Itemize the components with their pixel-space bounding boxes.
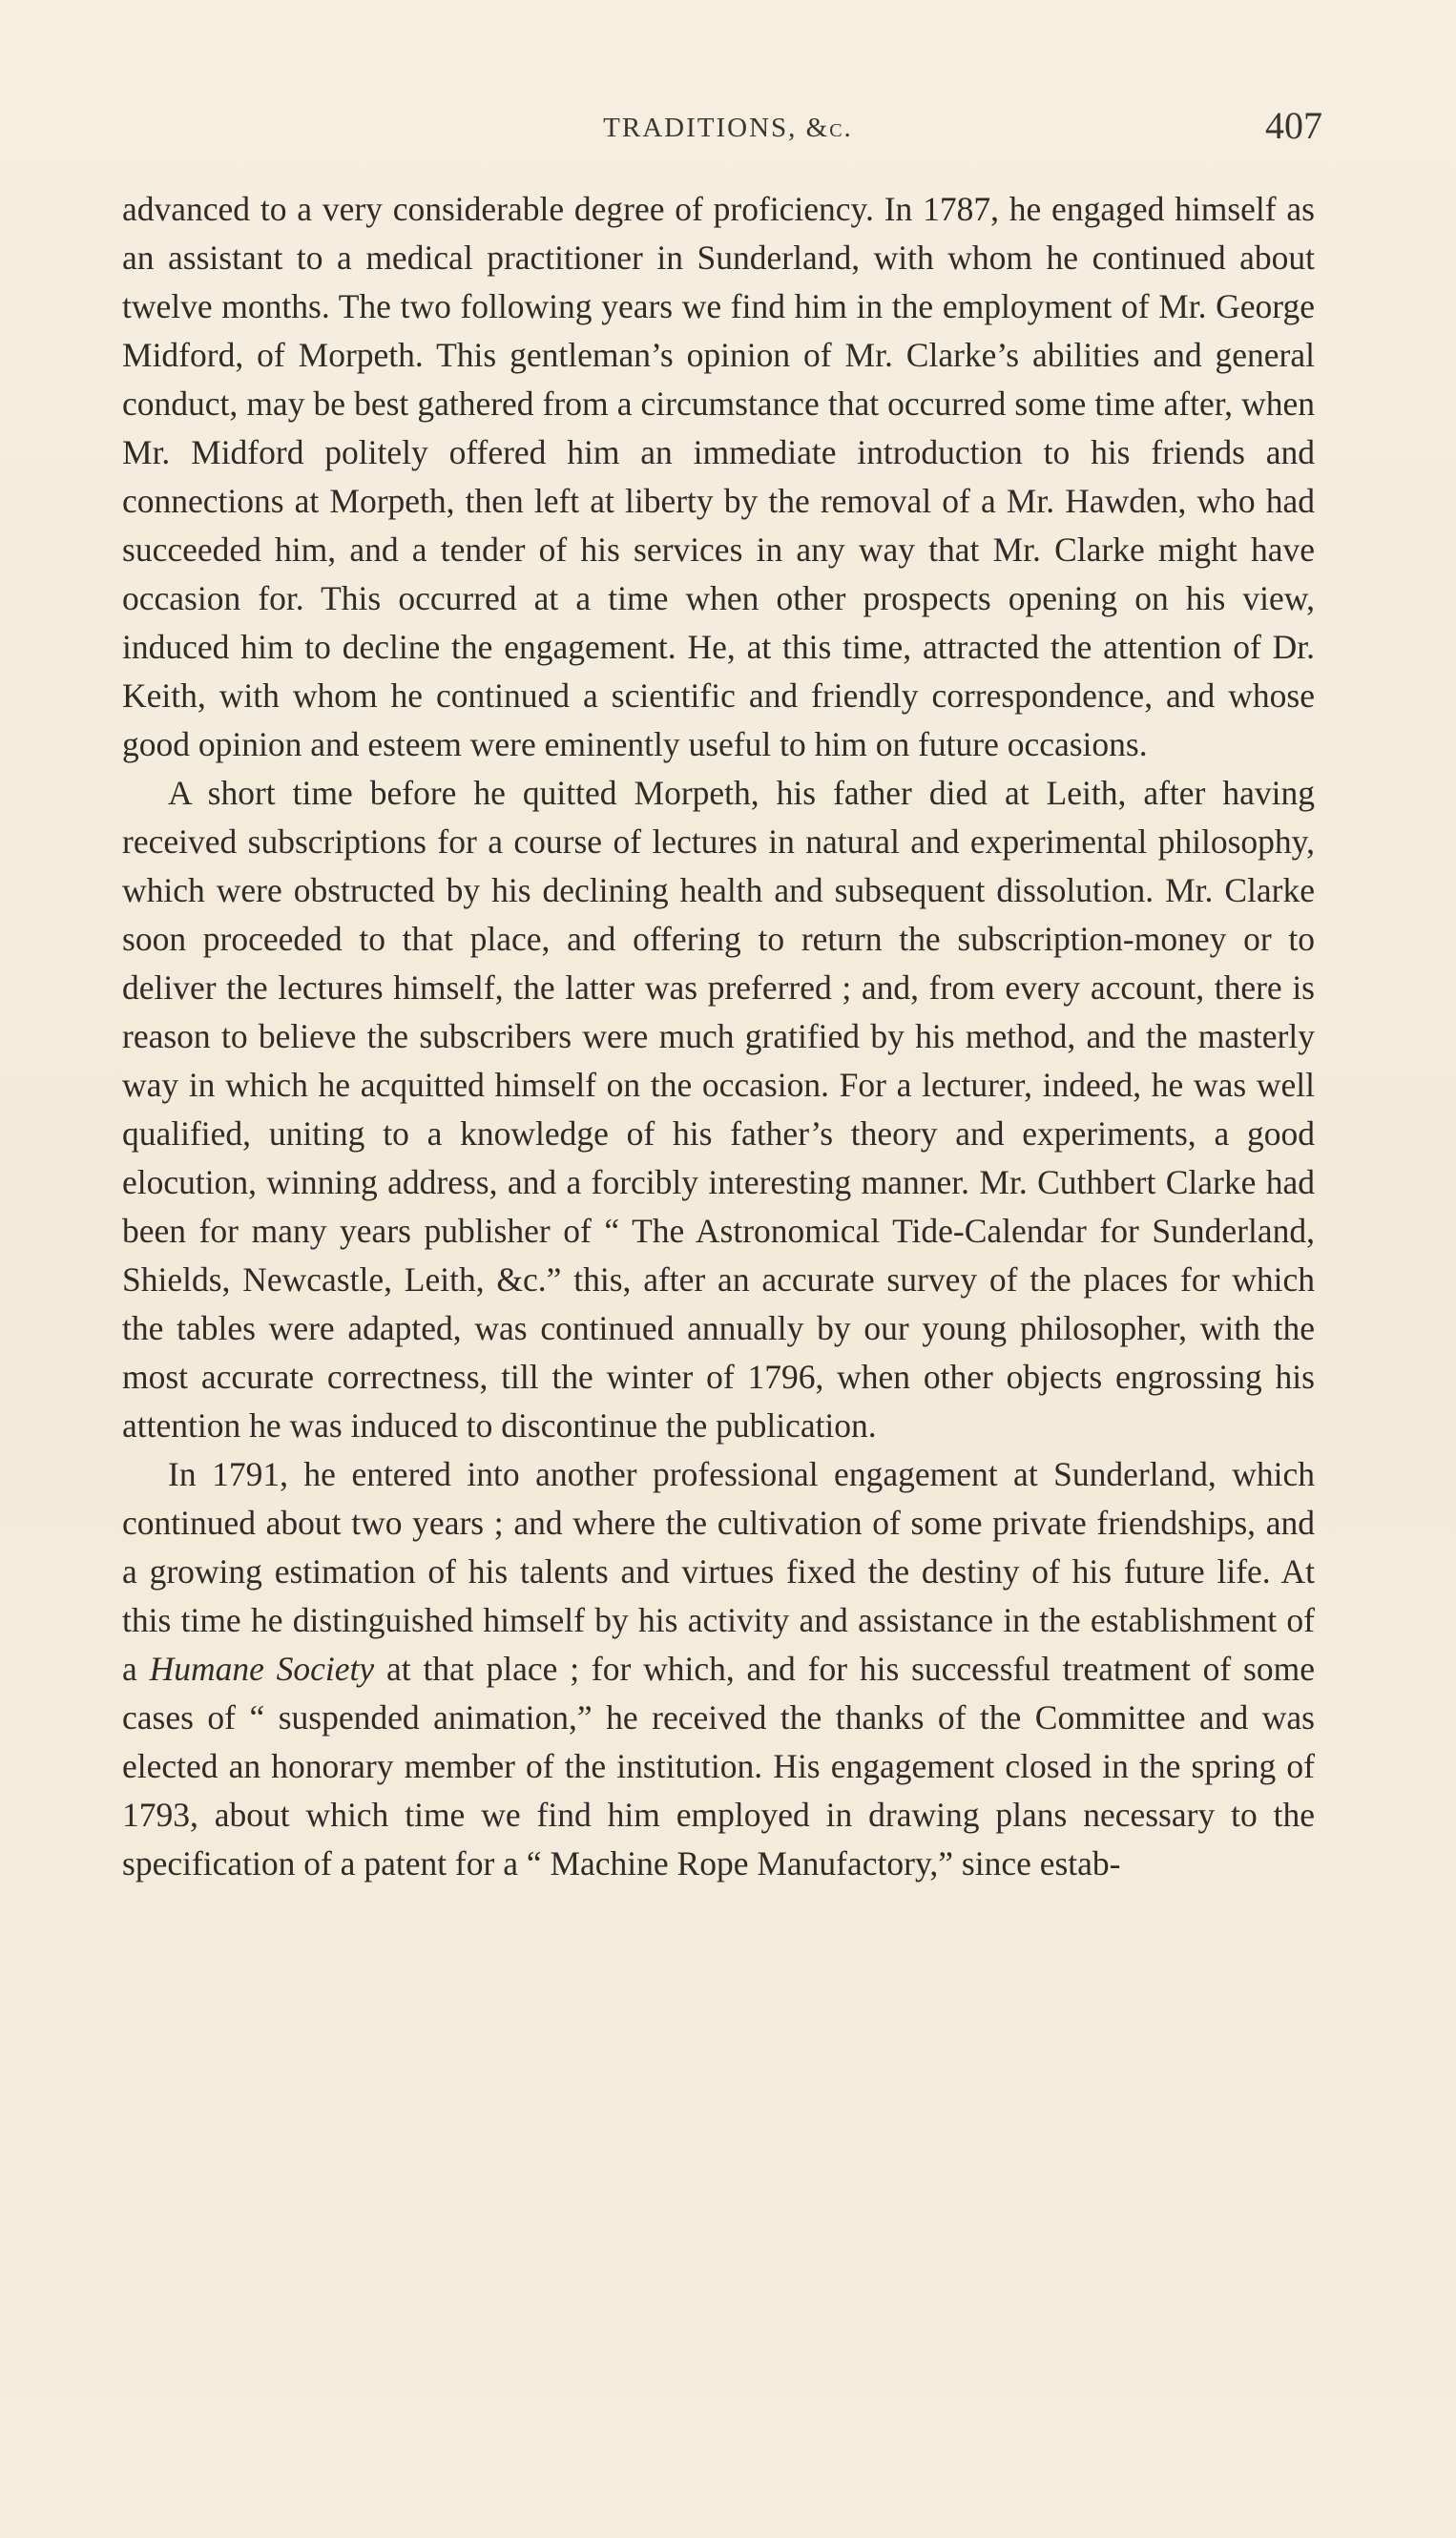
paragraph-1: advanced to a very considerable degree of proficiency. In 1787, he engaged himself as an assistant to a medical practitioner in Sunderland, with whom he continued about twelve months. The two following years we find him in the employment of Mr. George Midford, of Morpeth. This gentleman’s opinion of Mr. Clarke’s abilities and general conduct, may be best gathered from a circumstance that occurred some time after, when Mr. Midford politely offered him an immediate introduction to his friends and connections at Morpeth, then left at liberty by the removal of a Mr. Hawden, who had succeeded him, and a tender of his services in any way that Mr. Clarke might have occasion for. This occurred at a time when other prospects opening on his view, induced him to decline the engagement. He, at this time, attracted the attention of Dr. Keith, with whom he continued a scientific and friendly correspondence, and whose good opinion and esteem were eminently useful to him on future occasions.	[122, 190, 1315, 763]
paragraph-3	[122, 1450, 1315, 1888]
running-head-title: TRADITIONS, &c.	[603, 113, 853, 143]
paragraph-3-part-1: In 1791, he entered into another professional engagement at Sunderland, which continued about two years ; and where the cultivation of some private friendships, and a growing estimation of his talents and virtues fixed the destiny of his future life. At this time he distinguished himself by his activity and assistance in the establishment of a	[122, 1455, 1315, 1688]
page-number: 407	[1265, 104, 1322, 147]
body-text	[122, 185, 1315, 1888]
paragraph-2: A short time before he quitted Morpeth, his father died at Leith, after having received subscriptions for a course of lectures in natural and experimental philosophy, which were obstructed by his declining health and subsequent dissolution. Mr. Clarke soon proceeded to that place, and offering to return the subscription-money or to deliver the lectures himself, the latter was preferred ; and, from every account, there is reason to believe the subscribers were much gratified by his method, and the masterly way in which he acquitted himself on the occasion. For a lecturer, indeed, he was well qualified, uniting to a knowledge of his father’s theory and experiments, a good elocution, winning address, and a forcibly interesting manner. Mr. Cuthbert Clarke had been for many years publisher of “ The Astronomical Tide-Calendar for Sunderland, Shields, Newcastle, Leith, &c.” this, after an accurate survey of the places for which the tables were adapted, was continued annually by our young philosopher, with the most accurate correctness, till the winter of 1796, when other objects engrossing his attention he was induced to discontinue the publication.	[122, 774, 1315, 1445]
paragraph-3-italic-term: Humane Society	[149, 1650, 375, 1688]
paragraph-3-part-2: at that place ; for which, and for his successful treatment of some cases of “ suspended animation,” he received the thanks of the Committee and was elected an honorary member of the institution. His engagement closed in the spring of 1793, about which time we find him employed in drawing plans necessary to the specification of a patent for a “ Machine Rope Manufactory,” since estab-	[122, 1650, 1315, 1883]
running-head	[0, 99, 1456, 156]
